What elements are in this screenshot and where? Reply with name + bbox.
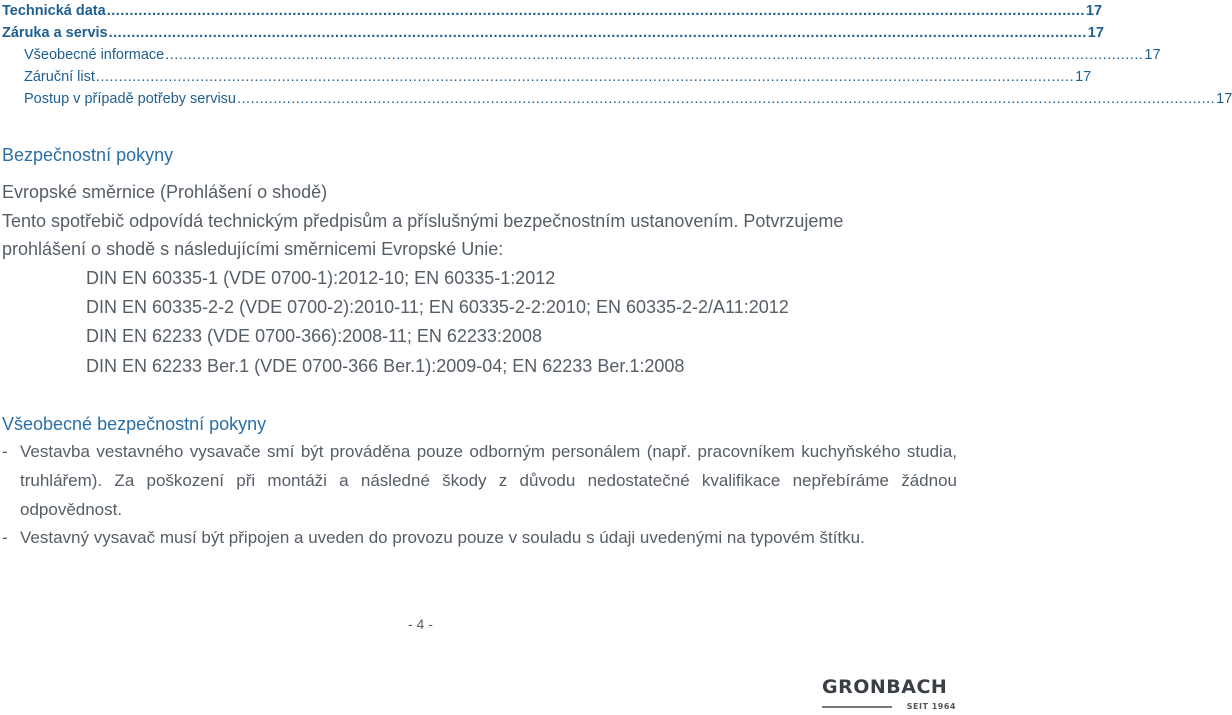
directive-title: Evropské směrnice (Prohlášení o shodě) xyxy=(2,182,328,202)
bullet-text: Vestavný vysavač musí být připojen a uveden do provozu pouze v souladu s údaji uvedenými na typovém štítku. xyxy=(20,528,865,547)
section-title: Bezpečnostní pokyny xyxy=(2,145,174,165)
toc-entry-page: 17 xyxy=(1085,3,1103,19)
page-number: - 4 - xyxy=(408,616,433,632)
toc-entry[interactable] xyxy=(2,88,1232,110)
table-of-contents xyxy=(2,0,1232,110)
toc-entry-label: Postup v případě potřeby servisu xyxy=(24,91,236,107)
toc-entry-page: 17 xyxy=(1075,69,1092,85)
toc-entry-label: Technická data xyxy=(2,3,106,19)
toc-entry-label: Záruka a servis xyxy=(2,25,108,41)
toc-leader-dots: ........................................................................................................................................................................................................................ xyxy=(236,91,1216,107)
intro-text-line: prohlášení o shodě s následujícími směrnicemi Evropské Unie: xyxy=(2,239,504,259)
toc-leader-dots: ........................................................................................................................................................................................................................ xyxy=(106,3,1085,19)
gronbach-logo xyxy=(822,676,956,712)
toc-entry-page: 17 xyxy=(1216,91,1232,107)
toc-leader-dots: ........................................................................................................................................................................................................................ xyxy=(108,25,1087,41)
toc-entry-label: Záruční list xyxy=(24,69,95,85)
standard-item: DIN EN 62233 Ber.1 (VDE 0700-366 Ber.1):2009-04; EN 62233 Ber.1:2008 xyxy=(86,356,685,376)
toc-entry[interactable] xyxy=(2,22,1104,44)
standard-item: DIN EN 60335-1 (VDE 0700-1):2012-10; EN 60335-1:2012 xyxy=(86,268,556,288)
intro-text-line: Tento spotřebič odpovídá technickým předpisům a příslušnými bezpečnostním ustanovením. Potvrzujeme xyxy=(2,211,844,231)
logo-underline xyxy=(822,706,892,708)
bullet-item xyxy=(2,523,957,552)
toc-entry-page: 17 xyxy=(1087,25,1104,41)
bullet-dash: - xyxy=(2,528,8,547)
standard-item: DIN EN 60335-2-2 (VDE 0700-2):2010-11; EN 60335-2-2:2010; EN 60335-2-2/A11:2012 xyxy=(86,297,789,317)
bullet-dash: - xyxy=(2,442,8,461)
toc-entry[interactable] xyxy=(2,66,1092,88)
subsection-title: Všeobecné bezpečnostní pokyny xyxy=(2,414,267,434)
standard-item: DIN EN 62233 (VDE 0700-366):2008-11; EN 62233:2008 xyxy=(86,326,542,346)
toc-entry[interactable] xyxy=(2,44,1161,66)
toc-entry-page: 17 xyxy=(1144,47,1161,63)
toc-leader-dots: ........................................................................................................................................................................................................................ xyxy=(165,47,1144,63)
bullet-text: Vestavba vestavného vysavače smí být prováděna pouze odborným personálem (např. pracovníkem kuchyňského studia, truhlářem). Za poškození při montáži a následné škody z důvodu nedostatečné kvalifikace nepřebíráme žádnou odpovědnost. xyxy=(20,442,957,519)
bullet-item xyxy=(2,437,957,524)
logo-wordmark: GRONBACH xyxy=(822,676,948,698)
toc-entry[interactable] xyxy=(2,0,1103,22)
toc-leader-dots: ........................................................................................................................................................................................................................ xyxy=(95,69,1075,85)
logo-tagline: SEIT 1964 xyxy=(906,702,956,711)
toc-entry-label: Všeobecné informace xyxy=(24,47,165,63)
